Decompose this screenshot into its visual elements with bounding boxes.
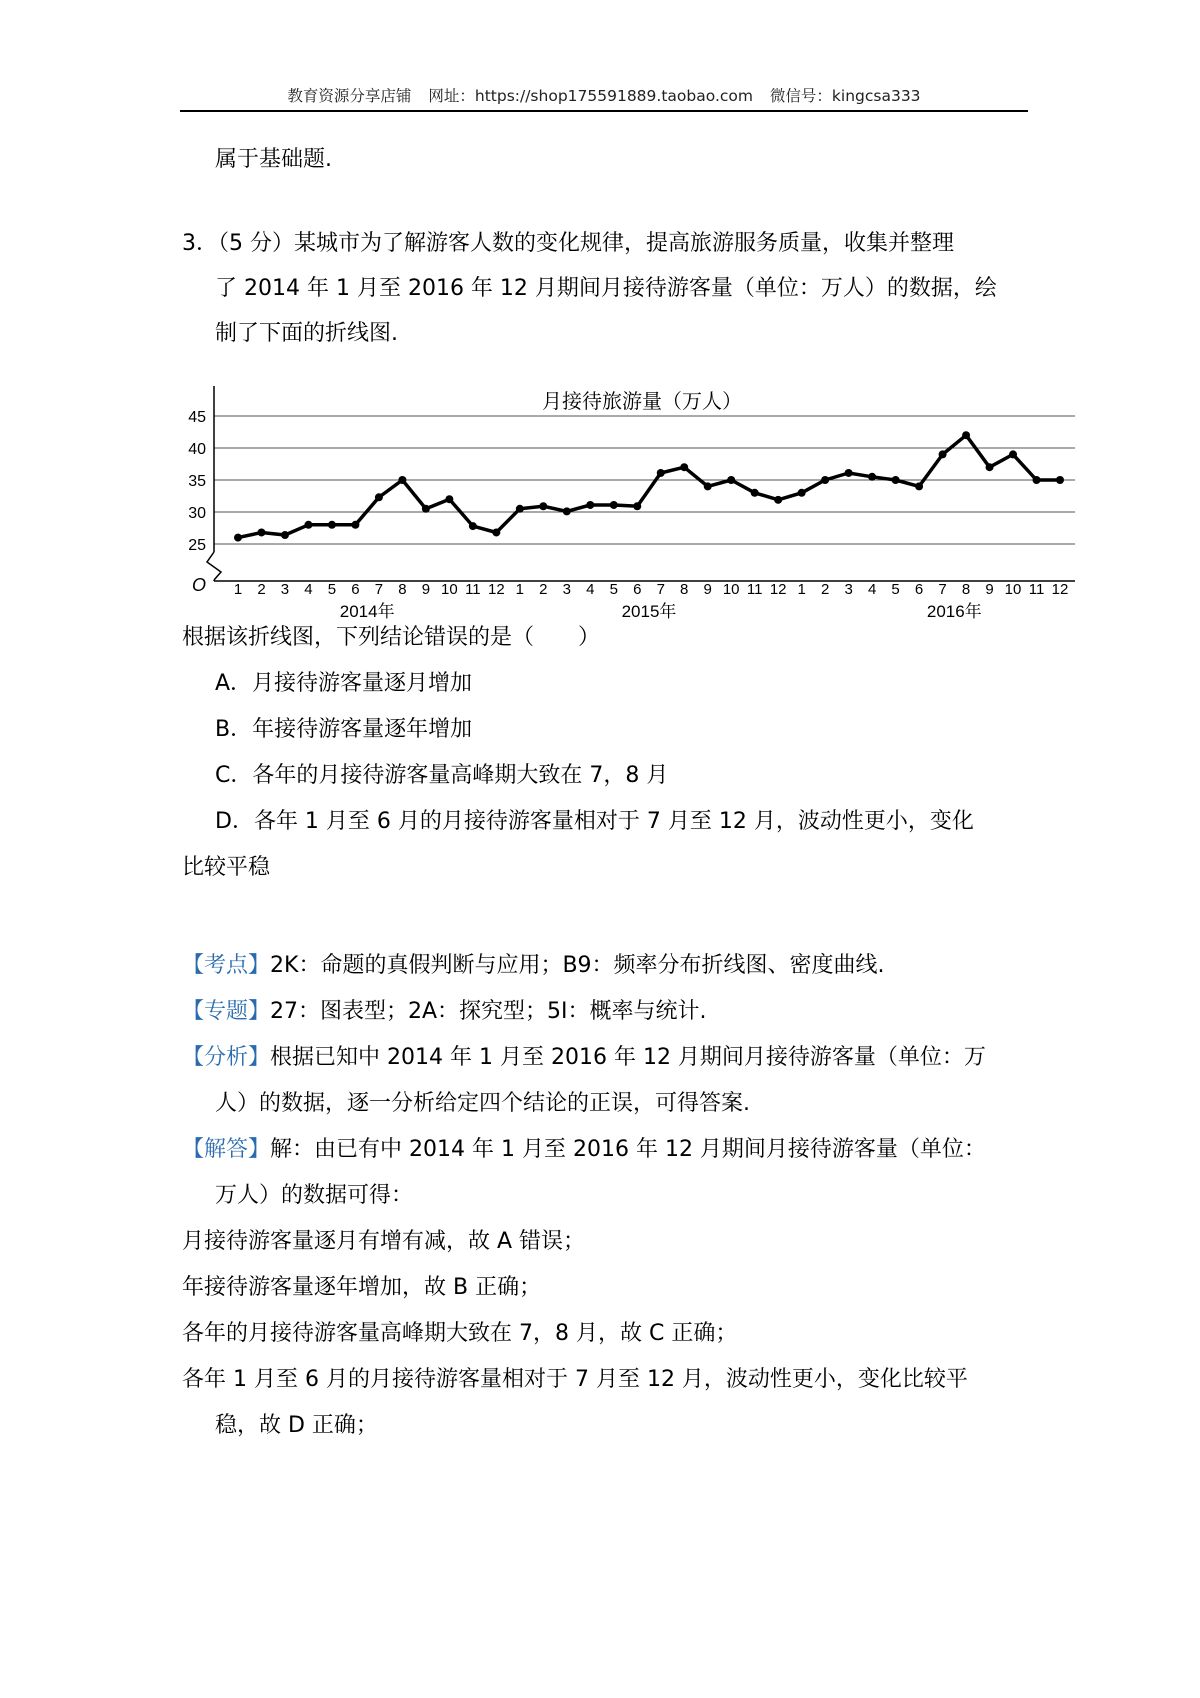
x-tick-label: 1	[515, 581, 525, 598]
y-tick-label: 30	[188, 505, 206, 522]
data-point	[1056, 476, 1064, 484]
option-c[interactable]: C．各年的月接待游客量高峰期大致在 7，8 月	[215, 763, 669, 788]
data-point	[680, 463, 688, 471]
x-tick-label: 6	[914, 581, 924, 598]
data-point	[469, 522, 477, 530]
solution-line-3: 各年的月接待游客量高峰期大致在 7，8 月，故 C 正确；	[182, 1321, 738, 1346]
x-tick-label: 9	[703, 581, 712, 598]
data-point	[774, 496, 782, 504]
x-tick-label: 3	[280, 581, 290, 598]
previous-answer-tail: 属于基础题.	[215, 147, 332, 172]
y-tick-label: 40	[188, 441, 206, 458]
question-prompt: 根据该折线图，下列结论错误的是（ ）	[182, 625, 601, 650]
x-tick-label: 12	[487, 581, 505, 598]
x-tick-label: 1	[797, 581, 806, 598]
data-point	[586, 501, 594, 509]
x-tick-label: 5	[609, 581, 618, 598]
data-point	[1033, 476, 1041, 484]
solution-line-2: 年接待游客量逐年增加，故 B 正确；	[182, 1275, 542, 1300]
x-tick-label: 3	[562, 581, 571, 598]
origin-label: O	[192, 575, 207, 595]
jieda-text-1: 解：由已有中 2014 年 1 月至 2016 年 12 月期间月接待游客量（单位：	[270, 1137, 986, 1162]
x-tick-label: 2	[257, 581, 266, 598]
x-tick-label: 7	[374, 581, 384, 598]
chart-title: 月接待旅游量（万人）	[542, 391, 742, 413]
fenxi-text-1: 根据已知中 2014 年 1 月至 2016 年 12 月期间月接待游客量（单位：万	[270, 1045, 986, 1070]
question-line-1: 3．（5 分）某城市为了解游客人数的变化规律，提高旅游服务质量，收集并整理	[182, 231, 954, 256]
solution-line-5: 稳，故 D 正确；	[215, 1413, 378, 1438]
data-point	[868, 473, 876, 481]
x-tick-label: 5	[327, 581, 337, 598]
option-d-line-2[interactable]: 比较平稳	[182, 855, 271, 880]
header-rule	[180, 110, 1028, 112]
data-point	[492, 528, 500, 536]
y-tick-label: 25	[188, 537, 206, 554]
solution-line-4: 各年 1 月至 6 月的月接待游客量相对于 7 月至 12 月，波动性更小，变化比较平	[182, 1367, 968, 1392]
data-point	[234, 534, 242, 542]
kaodian-line	[182, 952, 885, 980]
data-point	[516, 505, 524, 513]
year-label: 2016年	[926, 602, 982, 621]
data-point	[281, 531, 289, 539]
y-tick-label: 35	[188, 473, 206, 490]
data-point	[704, 482, 712, 490]
x-tick-label: 8	[398, 581, 407, 598]
data-point	[304, 521, 312, 529]
data-point	[657, 469, 665, 477]
x-tick-label: 5	[891, 581, 900, 598]
data-point	[422, 505, 430, 513]
option-a[interactable]: A．月接待游客量逐月增加	[215, 671, 473, 696]
data-point	[328, 521, 336, 529]
x-tick-label: 4	[586, 581, 595, 598]
x-tick-label: 6	[633, 581, 642, 598]
fenxi-text-2: 人）的数据，逐一分析给定四个结论的正误，可得答案.	[215, 1091, 750, 1116]
x-tick-label: 12	[1051, 581, 1069, 598]
zhuanti-tag: 【专题】	[182, 999, 271, 1024]
data-point	[539, 502, 547, 510]
data-point	[1009, 450, 1017, 458]
x-tick-label: 7	[938, 581, 947, 598]
data-point	[633, 502, 641, 510]
year-label: 2015年	[621, 602, 677, 621]
x-tick-label: 1	[233, 581, 243, 598]
fenxi-line	[182, 1044, 986, 1072]
x-tick-label: 9	[421, 581, 431, 598]
data-point	[986, 463, 994, 471]
data-point	[563, 507, 571, 515]
jieda-text-2: 万人）的数据可得：	[215, 1183, 414, 1208]
x-tick-label: 4	[867, 581, 877, 598]
x-tick-label: 11	[746, 581, 763, 598]
data-point	[821, 476, 829, 484]
x-tick-label: 2	[539, 581, 548, 598]
data-point	[939, 450, 947, 458]
x-tick-label: 2	[820, 581, 830, 598]
data-point	[727, 476, 735, 484]
x-tick-label: 10	[1004, 581, 1022, 598]
option-b[interactable]: B．年接待游客量逐年增加	[215, 717, 473, 742]
zhuanti-line	[182, 998, 707, 1026]
x-tick-label: 7	[656, 581, 665, 598]
header-wechat: 微信号：kingcsa333	[769, 87, 921, 105]
jieda-tag: 【解答】	[182, 1137, 271, 1162]
solution-line-1: 月接待游客量逐月有增有减，故 A 错误；	[182, 1229, 586, 1254]
jieda-line	[182, 1136, 986, 1164]
question-line-2: 了 2014 年 1 月至 2016 年 12 月期间月接待游客量（单位：万人）的数据，绘	[215, 276, 997, 301]
x-tick-label: 11	[1028, 581, 1045, 598]
data-point	[892, 476, 900, 484]
data-point	[375, 493, 383, 501]
data-point	[798, 489, 806, 497]
data-point	[751, 489, 759, 497]
data-point	[845, 469, 853, 477]
data-point	[351, 521, 359, 529]
data-point	[610, 501, 618, 509]
question-line-3: 制了下面的折线图.	[215, 321, 398, 346]
chart-axis	[207, 386, 1075, 581]
year-label: 2014年	[339, 602, 395, 621]
x-tick-label: 9	[985, 581, 994, 598]
zhuanti-text: 27：图表型；2A：探究型；5I：概率与统计.	[270, 999, 707, 1024]
header-shop: 教育资源分享店铺	[287, 87, 412, 105]
x-tick-label: 8	[961, 581, 971, 598]
x-tick-label: 11	[465, 581, 481, 598]
kaodian-text: 2K：命题的真假判断与应用；B9：频率分布折线图、密度曲线.	[270, 953, 885, 978]
x-tick-label: 8	[680, 581, 689, 598]
x-tick-label: 10	[722, 581, 740, 598]
data-point	[257, 528, 265, 536]
kaodian-tag: 【考点】	[182, 953, 271, 978]
data-point	[398, 476, 406, 484]
y-tick-label: 45	[188, 409, 206, 426]
data-point	[962, 431, 970, 439]
series-line	[238, 435, 1060, 537]
x-tick-label: 4	[304, 581, 313, 598]
data-point	[445, 495, 453, 503]
option-d-line-1[interactable]: D．各年 1 月至 6 月的月接待游客量相对于 7 月至 12 月，波动性更小，变化	[215, 809, 974, 834]
axis-break-icon	[207, 552, 221, 580]
x-tick-label: 3	[844, 581, 853, 598]
x-tick-label: 12	[769, 581, 787, 598]
x-tick-label: 10	[441, 581, 458, 598]
fenxi-tag: 【分析】	[182, 1045, 271, 1070]
page-header	[180, 84, 1028, 106]
data-point	[915, 482, 923, 490]
header-url[interactable]: 网址：https://shop175591889.taobao.com	[428, 87, 753, 105]
x-tick-label: 6	[351, 581, 360, 598]
